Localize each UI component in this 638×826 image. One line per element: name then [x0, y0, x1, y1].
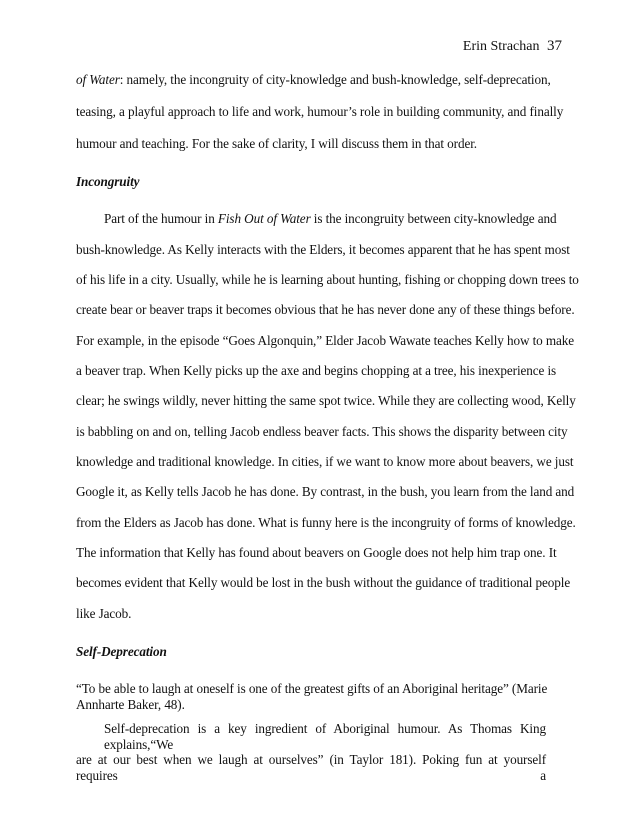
paragraph-text: is the incongruity between city-knowledge and: [310, 211, 557, 226]
paragraph-line: a beaver trap. When Kelly picks up the axe and begins chopping at a tree, his inexperience is: [76, 363, 557, 378]
epigraph-line-1: “To be able to laugh at oneself is one of the greatest gifts of an Aboriginal heritage” (Marie: [76, 681, 548, 696]
running-header: [463, 38, 562, 55]
section-heading-self-deprecation: Self-Deprecation: [76, 644, 167, 659]
paragraph-line: [104, 211, 557, 227]
page-number: 37: [547, 38, 562, 54]
film-title: of Water: [76, 72, 120, 87]
paragraph-line: bush-knowledge. As Kelly interacts with the Elders, it becomes apparent that he has spent most: [76, 242, 570, 257]
paragraph-line: becomes evident that Kelly would be lost in the bush without the guidance of traditional people: [76, 575, 571, 590]
paragraph-line: of his life in a city. Usually, while he is learning about hunting, fishing or chopping down trees to: [76, 272, 579, 287]
paragraph-line: from the Elders as Jacob has done. What is funny here is the incongruity of forms of knowledge.: [76, 515, 576, 530]
header-author: Erin Strachan: [462, 39, 540, 54]
paragraph-line: For example, in the episode “Goes Algonquin,” Elder Jacob Wawate teaches Kelly how to make: [76, 333, 574, 348]
section-heading-incongruity: Incongruity: [76, 174, 140, 189]
paragraph-text: Part of the humour in: [104, 211, 218, 226]
paragraph-line: Google it, as Kelly tells Jacob he has done. By contrast, in the bush, you learn from the land and: [76, 484, 575, 499]
paragraph-line: create bear or beaver traps it becomes obvious that he has never done any of these things before.: [76, 302, 575, 317]
paragraph-line: Self-deprecation is a key ingredient of Aboriginal humour. As Thomas King explains,“We: [104, 721, 546, 752]
intro-line-2: teasing, a playful approach to life and work, humour’s role in building community, and finally: [76, 104, 564, 119]
paragraph-line: are at our best when we laugh at ourselves” (in Taylor 181). Poking fun at yourself requires a: [76, 752, 546, 783]
intro-line-1-text: : namely, the incongruity of city-knowledge and bush-knowledge, self-deprecation,: [119, 72, 551, 87]
intro-line-3: humour and teaching. For the sake of clarity, I will discuss them in that order.: [76, 136, 477, 151]
paragraph-line: clear; he swings wildly, never hitting the same spot twice. While they are collecting wood, Kelly: [76, 393, 576, 408]
paragraph-line: like Jacob.: [76, 606, 132, 621]
paragraph-line: is babbling on and on, telling Jacob endless beaver facts. This shows the disparity between city: [76, 424, 568, 439]
film-title: Fish Out of Water: [217, 211, 311, 226]
paragraph-line: knowledge and traditional knowledge. In cities, if we want to know more about beavers, we just: [76, 454, 574, 469]
intro-line-1: [76, 72, 551, 88]
epigraph-line-2: Annharte Baker, 48).: [76, 697, 185, 712]
paragraph-line: The information that Kelly has found about beavers on Google does not help him trap one. It: [76, 545, 557, 560]
